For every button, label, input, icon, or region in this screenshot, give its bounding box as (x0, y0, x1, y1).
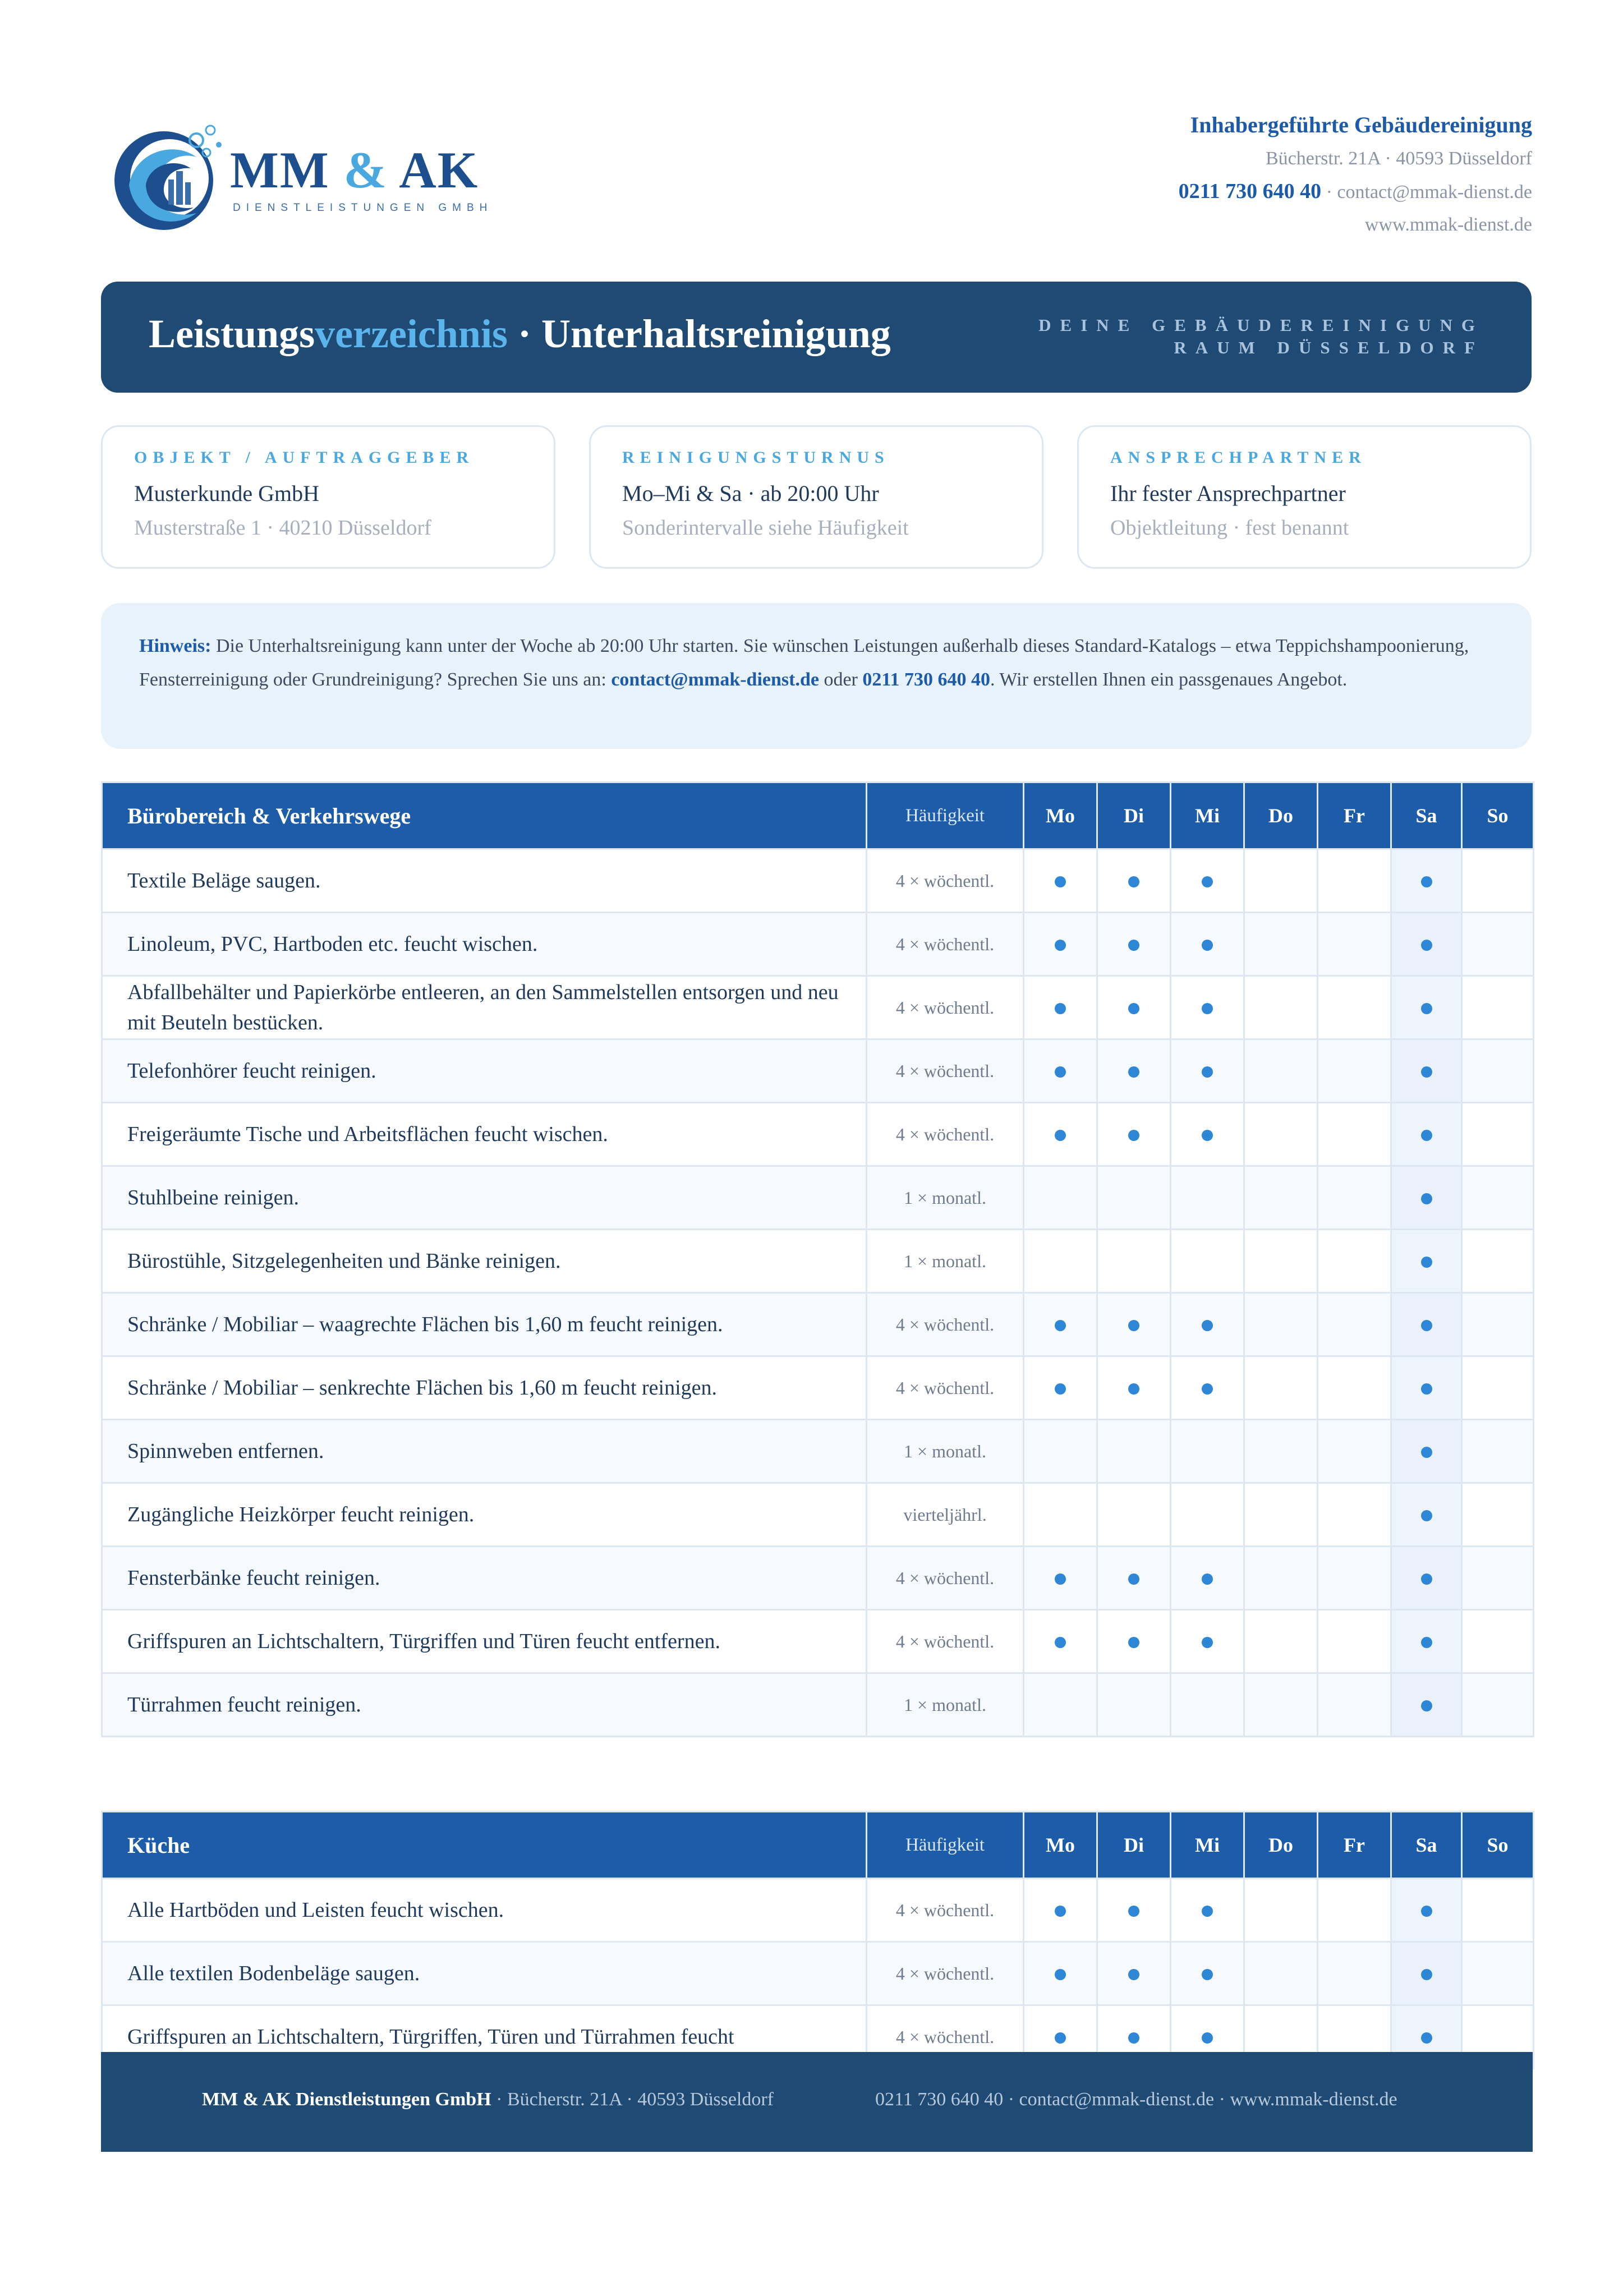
day-cell (1244, 1673, 1318, 1737)
day-cell (1171, 1547, 1244, 1610)
day-cell (1097, 1230, 1171, 1293)
day-cell (1171, 1483, 1244, 1547)
day-cell (1244, 1039, 1318, 1103)
day-cell (1318, 1039, 1391, 1103)
day-cell (1171, 1103, 1244, 1166)
day-cell (1097, 976, 1171, 1039)
frequency-cell: 1 × monatl. (867, 1673, 1024, 1737)
day-cell (1391, 1166, 1462, 1230)
day-cell (1024, 1547, 1097, 1610)
day-cell (1171, 1420, 1244, 1483)
company-web[interactable]: www.mmak-dienst.de (1364, 214, 1532, 235)
header-day: Fr (1318, 1812, 1391, 1879)
day-cell (1171, 976, 1244, 1039)
header-day: Mo (1024, 783, 1097, 849)
day-cell (1171, 1942, 1244, 2005)
scheduled-dot-icon (1202, 1906, 1213, 1917)
scheduled-dot-icon (1421, 1130, 1432, 1141)
scheduled-dot-icon (1421, 1510, 1432, 1521)
day-cell (1097, 1483, 1171, 1547)
day-cell (1391, 1942, 1462, 2005)
header-day: Sa (1391, 783, 1462, 849)
day-cell (1318, 1293, 1391, 1356)
scheduled-dot-icon (1055, 1906, 1066, 1917)
scheduled-dot-icon (1202, 1969, 1213, 1980)
scheduled-dot-icon (1421, 940, 1432, 951)
scheduled-dot-icon (1421, 876, 1432, 887)
day-cell (1024, 913, 1097, 976)
services-table-office (101, 781, 1534, 1737)
scheduled-dot-icon (1055, 876, 1066, 887)
day-cell (1097, 1103, 1171, 1166)
card-value: Mo–Mi & Sa · ab 20:00 Uhr (622, 481, 879, 506)
frequency-cell: 4 × wöchentl. (867, 849, 1024, 913)
task-cell: Griffspuren an Lichtschaltern, Türgriffen und Türen feucht entfernen. (102, 1610, 867, 1673)
table-header-row (102, 1812, 1534, 1879)
frequency-cell: 4 × wöchentl. (867, 1356, 1024, 1420)
day-cell (1462, 1942, 1534, 2005)
day-cell (1024, 1039, 1097, 1103)
task-cell: Spinnweben entfernen. (102, 1420, 867, 1483)
table-row (102, 1942, 1534, 2005)
day-cell (1024, 1942, 1097, 2005)
scheduled-dot-icon (1202, 1320, 1213, 1331)
table-row (102, 1673, 1534, 1737)
day-cell (1097, 1039, 1171, 1103)
scheduled-dot-icon (1055, 1969, 1066, 1980)
day-cell (1097, 1673, 1171, 1737)
header-day: Fr (1318, 783, 1391, 849)
frequency-cell: 4 × wöchentl. (867, 1547, 1024, 1610)
company-phone-email (915, 175, 1532, 209)
day-cell (1462, 1547, 1534, 1610)
day-cell (1462, 1230, 1534, 1293)
day-cell (1318, 1420, 1391, 1483)
day-cell (1318, 849, 1391, 913)
scheduled-dot-icon (1055, 940, 1066, 951)
day-cell (1462, 1039, 1534, 1103)
day-cell (1024, 1673, 1097, 1737)
company-email[interactable]: · contact@mmak-dienst.de (1321, 182, 1532, 203)
day-cell (1097, 1610, 1171, 1673)
card-sub: Musterstraße 1 · 40210 Düsseldorf (134, 516, 431, 540)
scheduled-dot-icon (1055, 2032, 1066, 2044)
scheduled-dot-icon (1202, 1383, 1213, 1395)
day-cell (1462, 849, 1534, 913)
day-cell (1097, 913, 1171, 976)
day-cell (1244, 1356, 1318, 1420)
day-cell (1462, 1356, 1534, 1420)
scheduled-dot-icon (1128, 940, 1139, 951)
day-cell (1097, 849, 1171, 913)
header-frequency: Häufigkeit (867, 1812, 1024, 1879)
scheduled-dot-icon (1128, 1906, 1139, 1917)
card-label: OBJEKT / AUFTRAGGEBER (134, 448, 475, 467)
day-cell (1391, 1547, 1462, 1610)
table-row (102, 1879, 1534, 1942)
table-row (102, 1610, 1534, 1673)
task-cell: Stuhlbeine reinigen. (102, 1166, 867, 1230)
section-title: Küche (102, 1812, 867, 1879)
frequency-cell: 4 × wöchentl. (867, 1039, 1024, 1103)
scheduled-dot-icon (1128, 1320, 1139, 1331)
header-frequency: Häufigkeit (867, 783, 1024, 849)
day-cell (1391, 1879, 1462, 1942)
scheduled-dot-icon (1202, 1066, 1213, 1078)
day-cell (1462, 1293, 1534, 1356)
footer-company: MM & AK Dienstleistungen GmbH · Bücherstr. 21A · 40593 Düsseldorf (202, 2089, 774, 2110)
card-schedule (589, 425, 1043, 569)
day-cell (1391, 913, 1462, 976)
scheduled-dot-icon (1055, 1637, 1066, 1648)
day-cell (1244, 1103, 1318, 1166)
table-row (102, 1103, 1534, 1166)
scheduled-dot-icon (1128, 1066, 1139, 1078)
task-cell: Alle textilen Bodenbeläge saugen. (102, 1942, 867, 2005)
scheduled-dot-icon (1421, 1320, 1432, 1331)
task-cell: Griffspuren an Lichtschaltern, Türgriffen, Türen und Türrahmen feucht (102, 2005, 867, 2069)
header-day: Do (1244, 1812, 1318, 1879)
header-day: Do (1244, 783, 1318, 849)
table-row (102, 1483, 1534, 1547)
header-day: Mi (1171, 783, 1244, 849)
day-cell (1244, 1420, 1318, 1483)
note-phone-link[interactable]: 0211 730 640 40 (862, 669, 991, 690)
scheduled-dot-icon (1421, 1906, 1432, 1917)
task-cell: Türrahmen feucht reinigen. (102, 1673, 867, 1737)
day-cell (1097, 1942, 1171, 2005)
day-cell (1024, 976, 1097, 1039)
card-label: REINIGUNGSTURNUS (622, 448, 890, 467)
day-cell (1244, 1879, 1318, 1942)
scheduled-dot-icon (1202, 2032, 1213, 2044)
scheduled-dot-icon (1421, 1193, 1432, 1204)
page-title: Leistungsverzeichnis · Unterhaltsreinigung (149, 311, 891, 356)
day-cell (1024, 1103, 1097, 1166)
frequency-cell: 4 × wöchentl. (867, 2005, 1024, 2069)
day-cell (1318, 976, 1391, 1039)
day-cell (1462, 1483, 1534, 1547)
day-cell (1171, 1039, 1244, 1103)
day-cell (1024, 849, 1097, 913)
scheduled-dot-icon (1421, 1969, 1432, 1980)
day-cell (1244, 1610, 1318, 1673)
day-cell (1171, 1673, 1244, 1737)
header-day: Mi (1171, 1812, 1244, 1879)
table-row (102, 1356, 1534, 1420)
day-cell (1244, 849, 1318, 913)
task-cell: Fensterbänke feucht reinigen. (102, 1547, 867, 1610)
scheduled-dot-icon (1421, 1573, 1432, 1585)
scheduled-dot-icon (1202, 1003, 1213, 1014)
day-cell (1318, 1610, 1391, 1673)
frequency-cell: 4 × wöchentl. (867, 1879, 1024, 1942)
day-cell (1097, 1293, 1171, 1356)
day-cell (1024, 1230, 1097, 1293)
day-cell (1318, 1673, 1391, 1737)
company-contact (915, 108, 1532, 241)
frequency-cell: 4 × wöchentl. (867, 976, 1024, 1039)
day-cell (1097, 1547, 1171, 1610)
day-cell (1462, 1610, 1534, 1673)
day-cell (1024, 1420, 1097, 1483)
header-day: Sa (1391, 1812, 1462, 1879)
table-row (102, 1420, 1534, 1483)
day-cell (1244, 1483, 1318, 1547)
card-sub: Sonderintervalle siehe Häufigkeit (622, 516, 909, 540)
frequency-cell: 1 × monatl. (867, 1230, 1024, 1293)
day-cell (1391, 1610, 1462, 1673)
day-cell (1462, 1673, 1534, 1737)
note-box: Hinweis: Die Unterhaltsreinigung kann unter der Woche ab 20:00 Uhr starten. Sie wünschen Leistungen außerhalb dieses Standard-Katalogs – etwa Teppichshampoonierung, Fensterreinigung oder Grundreinigung? Sprechen Sie uns an: contact@mmak-dienst.de oder 0211 730 640 40. Wir erstellen Ihnen ein passgenaues Angebot. (101, 603, 1532, 749)
company-logo (112, 118, 493, 241)
frequency-cell: 4 × wöchentl. (867, 1942, 1024, 2005)
day-cell (1097, 1879, 1171, 1942)
day-cell (1462, 1879, 1534, 1942)
card-value: Musterkunde GmbH (134, 481, 319, 506)
scheduled-dot-icon (1421, 1003, 1432, 1014)
day-cell (1244, 1293, 1318, 1356)
day-cell (1024, 1483, 1097, 1547)
scheduled-dot-icon (1421, 1637, 1432, 1648)
day-cell (1318, 1230, 1391, 1293)
table-row (102, 913, 1534, 976)
scheduled-dot-icon (1055, 1383, 1066, 1395)
day-cell (1171, 1166, 1244, 1230)
task-cell: Alle Hartböden und Leisten feucht wischen. (102, 1879, 867, 1942)
day-cell (1318, 1103, 1391, 1166)
scheduled-dot-icon (1055, 1573, 1066, 1585)
header-day: Mo (1024, 1812, 1097, 1879)
card-contact-person (1077, 425, 1532, 569)
scheduled-dot-icon (1128, 1003, 1139, 1014)
table-row (102, 1039, 1534, 1103)
day-cell (1097, 1356, 1171, 1420)
day-cell (1171, 1356, 1244, 1420)
header-day: So (1462, 1812, 1534, 1879)
scheduled-dot-icon (1128, 2032, 1139, 2044)
logo-subtitle: DIENSTLEISTUNGEN GMBH (233, 202, 493, 214)
day-cell (1462, 913, 1534, 976)
page-footer (101, 2052, 1533, 2152)
day-cell (1318, 1942, 1391, 2005)
task-cell: Abfallbehälter und Papierkörbe entleeren, an den Sammelstellen entsorgen und neu mit Beuteln bestücken. (102, 976, 867, 1039)
footer-contact: 0211 730 640 40 · contact@mmak-dienst.de · www.mmak-dienst.de (875, 2089, 1397, 2110)
day-cell (1462, 976, 1534, 1039)
day-cell (1024, 1879, 1097, 1942)
header-day: So (1462, 783, 1534, 849)
day-cell (1391, 1420, 1462, 1483)
task-cell: Bürostühle, Sitzgelegenheiten und Bänke reinigen. (102, 1230, 867, 1293)
day-cell (1171, 1879, 1244, 1942)
day-cell (1097, 1420, 1171, 1483)
day-cell (1244, 1547, 1318, 1610)
scheduled-dot-icon (1421, 1066, 1432, 1078)
task-cell: Freigeräumte Tische und Arbeitsflächen feucht wischen. (102, 1103, 867, 1166)
header-day: Di (1097, 1812, 1171, 1879)
frequency-cell: 4 × wöchentl. (867, 1293, 1024, 1356)
frequency-cell: 4 × wöchentl. (867, 1610, 1024, 1673)
scheduled-dot-icon (1202, 1573, 1213, 1585)
scheduled-dot-icon (1128, 1573, 1139, 1585)
day-cell (1024, 1356, 1097, 1420)
day-cell (1391, 849, 1462, 913)
scheduled-dot-icon (1128, 1383, 1139, 1395)
day-cell (1097, 1166, 1171, 1230)
day-cell (1244, 1230, 1318, 1293)
scheduled-dot-icon (1055, 1003, 1066, 1014)
card-sub: Objektleitung · fest benannt (1110, 516, 1349, 540)
day-cell (1318, 1547, 1391, 1610)
scheduled-dot-icon (1128, 1969, 1139, 1980)
scheduled-dot-icon (1202, 1130, 1213, 1141)
scheduled-dot-icon (1421, 2032, 1432, 2044)
table-row (102, 1293, 1534, 1356)
banner-tagline: DEINE GEBÄUDEREINIGUNG RAUM DÜSSELDORF (1038, 315, 1484, 357)
day-cell (1318, 1166, 1391, 1230)
frequency-cell: 1 × monatl. (867, 1420, 1024, 1483)
task-cell: Zugängliche Heizkörper feucht reinigen. (102, 1483, 867, 1547)
task-cell: Telefonhörer feucht reinigen. (102, 1039, 867, 1103)
day-cell (1318, 913, 1391, 976)
day-cell (1024, 1166, 1097, 1230)
day-cell (1244, 1166, 1318, 1230)
frequency-cell: 4 × wöchentl. (867, 1103, 1024, 1166)
card-label: ANSPRECHPARTNER (1110, 448, 1367, 467)
logo-name: MM & AK (230, 141, 479, 199)
scheduled-dot-icon (1421, 1257, 1432, 1268)
title-banner (101, 282, 1532, 393)
scheduled-dot-icon (1055, 1320, 1066, 1331)
scheduled-dot-icon (1055, 1066, 1066, 1078)
day-cell (1244, 1942, 1318, 2005)
scheduled-dot-icon (1128, 1637, 1139, 1648)
day-cell (1391, 1483, 1462, 1547)
scheduled-dot-icon (1202, 1637, 1213, 1648)
frequency-cell: 4 × wöchentl. (867, 913, 1024, 976)
services-table-kitchen (101, 1811, 1534, 2069)
day-cell (1171, 1610, 1244, 1673)
scheduled-dot-icon (1202, 876, 1213, 887)
day-cell (1391, 1293, 1462, 1356)
card-client (101, 425, 555, 569)
task-cell: Textile Beläge saugen. (102, 849, 867, 913)
scheduled-dot-icon (1128, 876, 1139, 887)
day-cell (1391, 1356, 1462, 1420)
day-cell (1024, 1293, 1097, 1356)
day-cell (1171, 849, 1244, 913)
day-cell (1318, 1879, 1391, 1942)
day-cell (1462, 1103, 1534, 1166)
header-day: Di (1097, 783, 1171, 849)
company-phone[interactable]: 0211 730 640 40 (1178, 180, 1322, 203)
task-cell: Linoleum, PVC, Hartboden etc. feucht wischen. (102, 913, 867, 976)
day-cell (1391, 1039, 1462, 1103)
task-cell: Schränke / Mobiliar – waagrechte Flächen bis 1,60 m feucht reinigen. (102, 1293, 867, 1356)
scheduled-dot-icon (1421, 1700, 1432, 1711)
day-cell (1462, 1420, 1534, 1483)
table-row (102, 1547, 1534, 1610)
company-address: Bücherstr. 21A · 40593 Düsseldorf (1265, 148, 1532, 169)
day-cell (1462, 1166, 1534, 1230)
section-title: Bürobereich & Verkehrswege (102, 783, 867, 849)
day-cell (1244, 976, 1318, 1039)
day-cell (1391, 1230, 1462, 1293)
day-cell (1171, 1293, 1244, 1356)
table-row (102, 1166, 1534, 1230)
day-cell (1171, 913, 1244, 976)
task-cell: Schränke / Mobiliar – senkrechte Flächen bis 1,60 m feucht reinigen. (102, 1356, 867, 1420)
day-cell (1171, 1230, 1244, 1293)
scheduled-dot-icon (1128, 1130, 1139, 1141)
day-cell (1391, 1103, 1462, 1166)
table-row (102, 849, 1534, 913)
company-tagline: Inhabergeführte Gebäudereinigung (1190, 112, 1532, 137)
frequency-cell: vierteljährl. (867, 1483, 1024, 1547)
frequency-cell: 1 × monatl. (867, 1166, 1024, 1230)
scheduled-dot-icon (1055, 1130, 1066, 1141)
note-label: Hinweis: (139, 636, 212, 656)
day-cell (1024, 1610, 1097, 1673)
wave-logo-icon (112, 118, 230, 241)
day-cell (1318, 1483, 1391, 1547)
table-row (102, 1230, 1534, 1293)
day-cell (1391, 976, 1462, 1039)
note-email-link[interactable]: contact@mmak-dienst.de (611, 669, 819, 690)
day-cell (1391, 1673, 1462, 1737)
scheduled-dot-icon (1202, 940, 1213, 951)
scheduled-dot-icon (1421, 1447, 1432, 1458)
scheduled-dot-icon (1421, 1383, 1432, 1395)
card-value: Ihr fester Ansprechpartner (1110, 481, 1346, 506)
day-cell (1244, 913, 1318, 976)
day-cell (1318, 1356, 1391, 1420)
table-row (102, 976, 1534, 1039)
table-header-row (102, 783, 1534, 849)
